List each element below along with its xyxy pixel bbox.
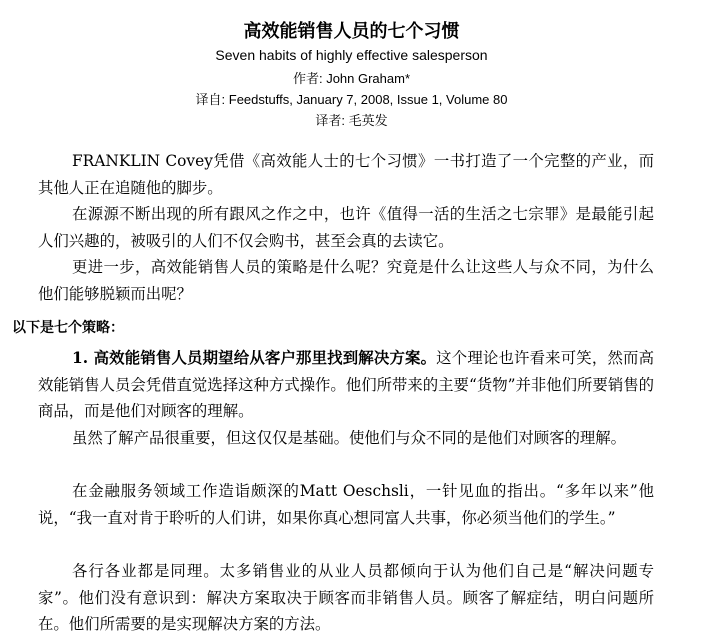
- source-line: 译自: Feedstuffs, January 7, 2008, Issue 1, Volume 80: [195, 92, 508, 107]
- author-line: 作者: John Graham*: [292, 71, 411, 86]
- article-subtitle: Seven habits of highly effective salesperson: [215, 47, 488, 63]
- article-title: 高效能销售人员的七个习惯: [243, 21, 460, 42]
- section-heading: 以下是七个策略：: [12, 320, 124, 336]
- paragraph-product-knowledge: 虽然了解产品很重要，但这仅仅是基础。使他们与众不同的是他们对顾客的理解。: [72, 429, 627, 447]
- intro-paragraph-1: FRANKLIN Covey凭借《高效能人士的七个习惯》一书打造了一个完整的产业，而其他人正在追随他的脚步。: [38, 152, 654, 197]
- intro-paragraph-2: 在源源不断出现的所有跟风之作之中，也许《值得一活的生活之七宗罪》是最能引起人们兴趣的，被吸引的人们不仅会购书，甚至会真的去读它。: [38, 205, 654, 250]
- strategy-1-paragraph: [38, 345, 654, 425]
- strategy-1-text: 这个理论也许看来可笑，然而高效能销售人员会凭借直觉选择这种方式操作。他们所带来的主要“货物”并非他们所要销售的商品，而是他们对顾客的理解。: [38, 349, 654, 420]
- intro-paragraph-3: 更进一步，高效能销售人员的策略是什么呢？究竟是什么让这些人与众不同，为什么他们能够脱颖而出呢？: [38, 258, 654, 303]
- paragraph-solution-experts: 各行各业都是同理。太多销售业的从业人员都倾向于认为他们自己是“解决问题专家”。他们没有意识到：解决方案取决于顾客而非销售人员。顾客了解症结，明白问题所在。他们所需要的是实现解决方案的方法。: [38, 562, 654, 633]
- paragraph-quote-oeschsli: 在金融服务领域工作造诣颇深的Matt Oeschsli，一针见血的指出。“多年以来”他说，“我一直对肯于聆听的人们讲，如果你真心想同富人共事，你必须当他们的学生。”: [38, 482, 654, 527]
- strategy-1-lead: 1. 高效能销售人员期望给从客户那里找到解决方案。: [72, 349, 437, 367]
- translator-line: 译者: 毛英发: [315, 113, 388, 128]
